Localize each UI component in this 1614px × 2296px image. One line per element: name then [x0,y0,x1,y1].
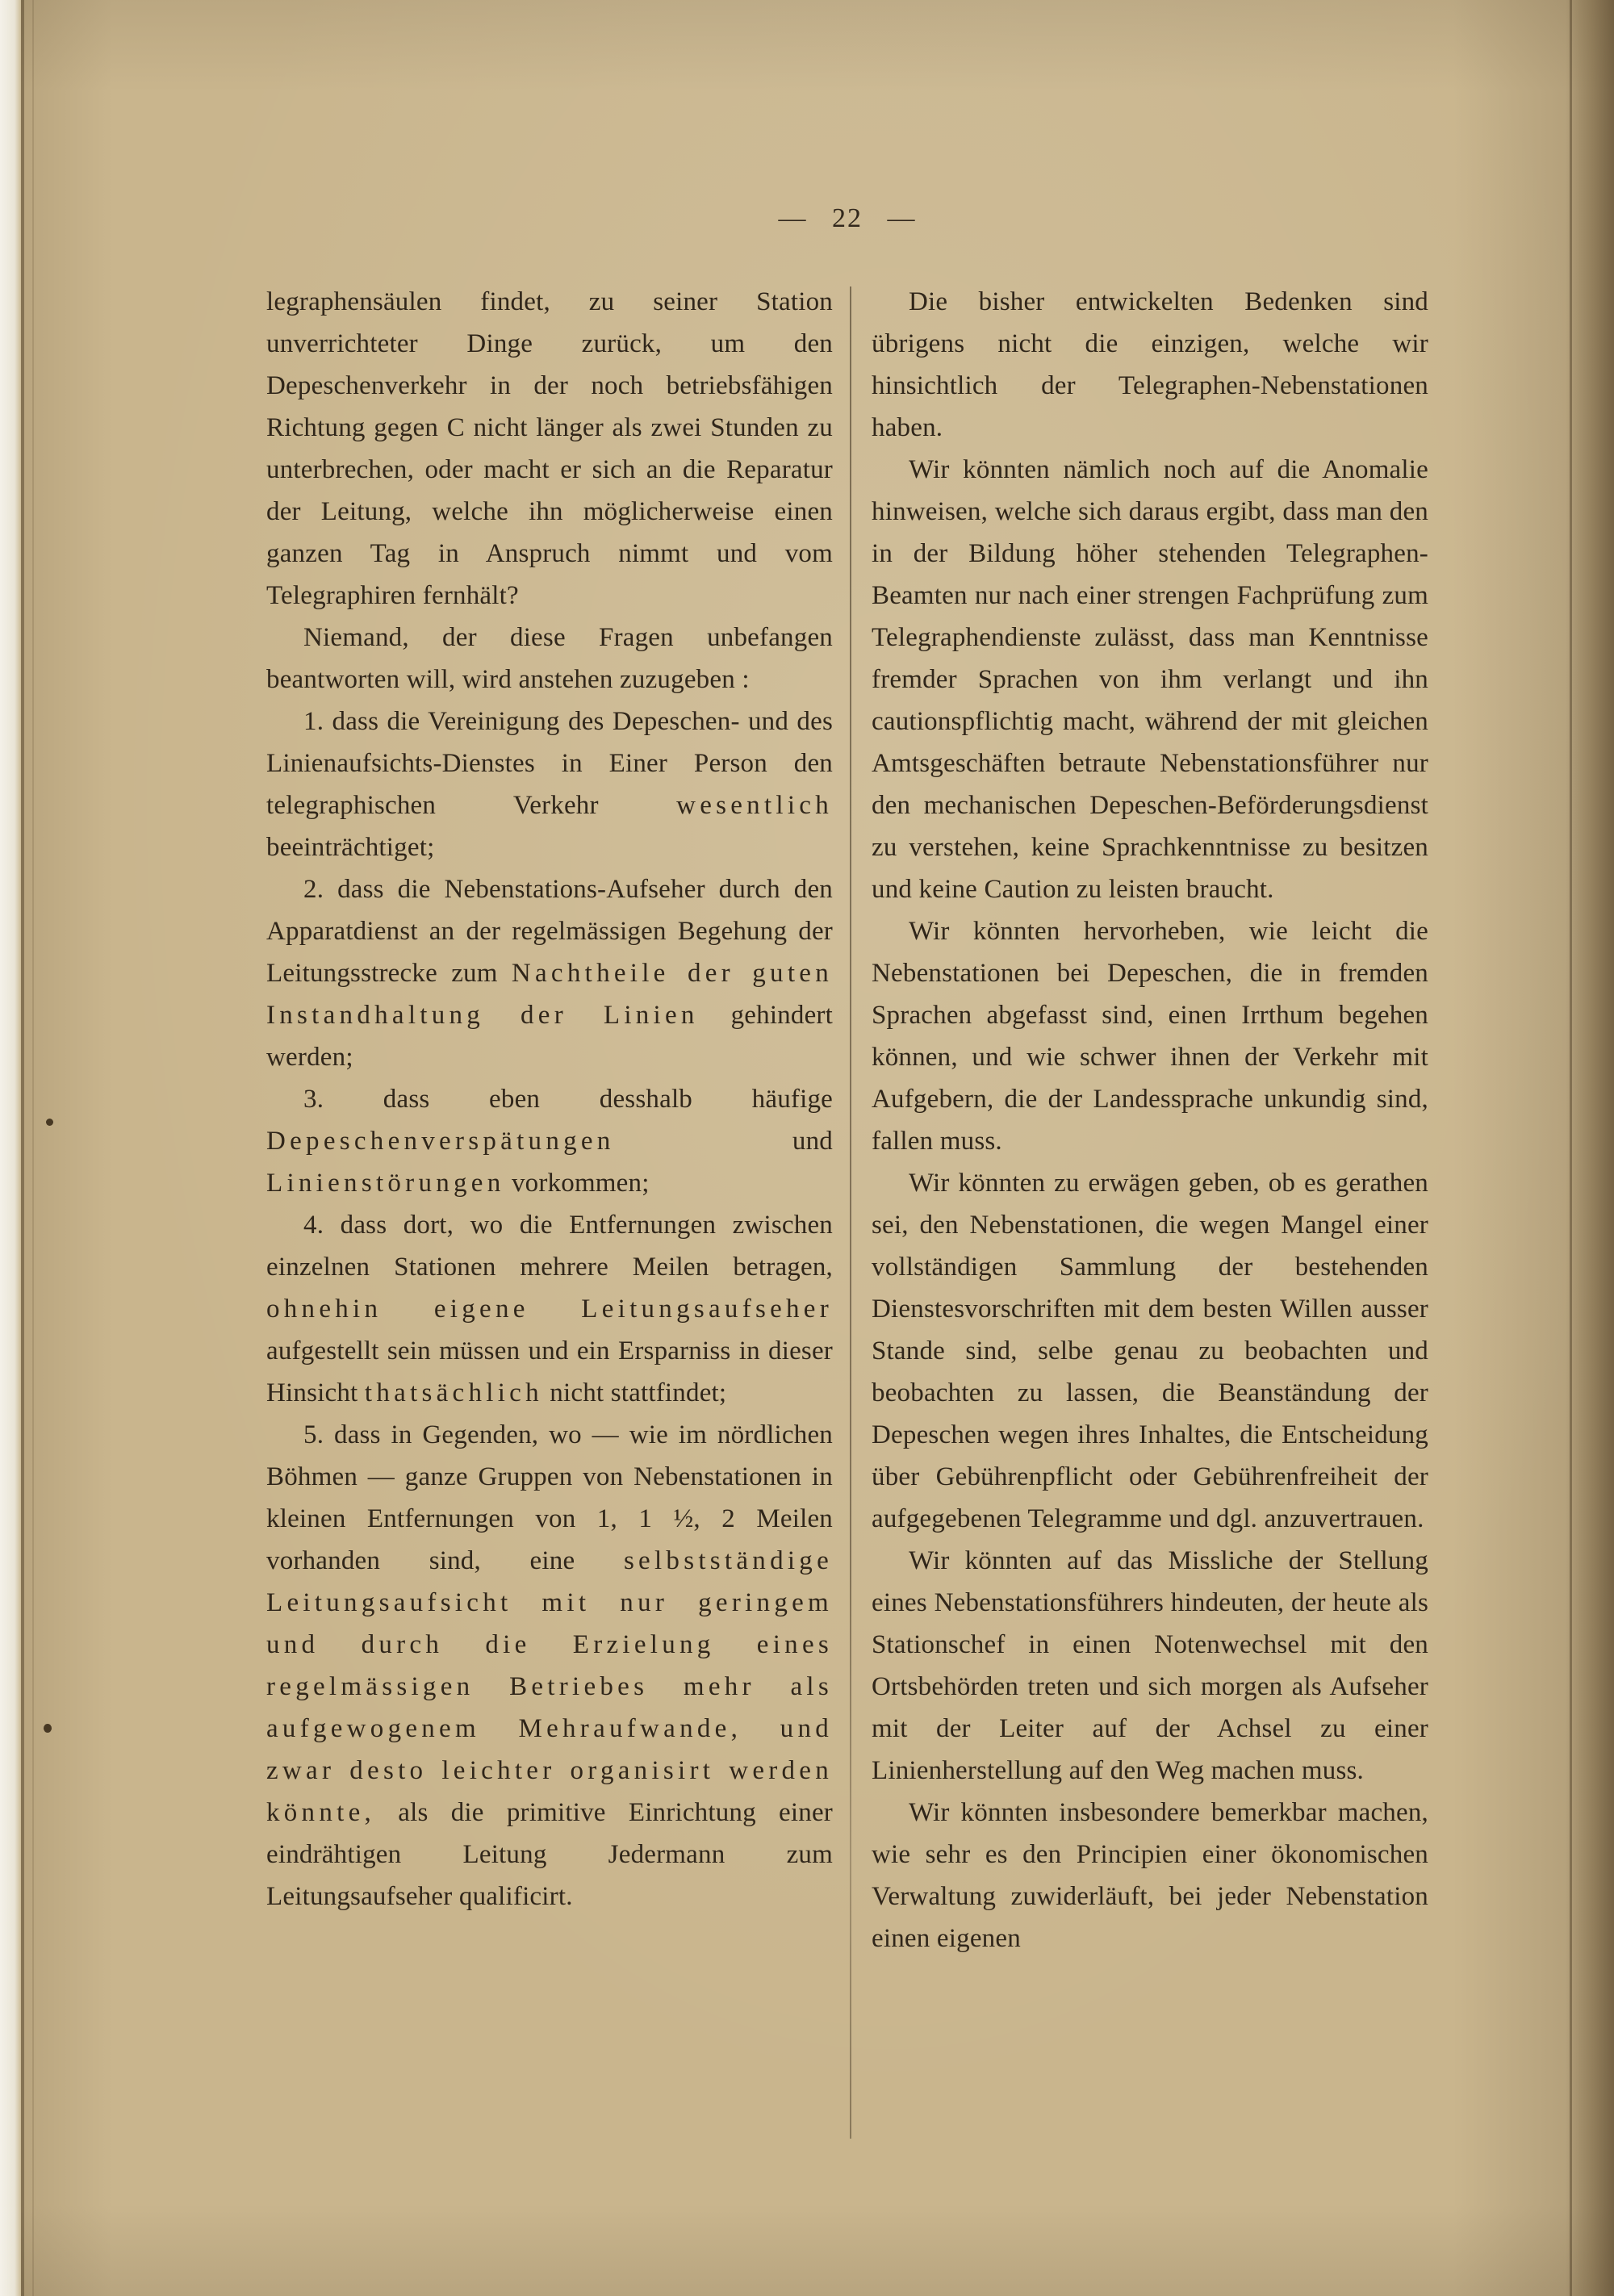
text-run: 1. dass die Vereinigung des Depeschen- und des Linienaufsichts-Dienstes in Einer Person den telegraphischen Verkehr [266,707,833,820]
paragraph [266,868,833,1078]
page-edge-line [21,0,24,2296]
page-edge-right [1566,0,1614,2296]
paragraph [872,449,1428,910]
text-run: 3. dass eben desshalb häufige [303,1085,833,1114]
paragraph [266,1414,833,1918]
emphasized-text-run: wesentlich [676,791,833,820]
page-edge-right-line [1570,0,1572,2296]
text-run: Niemand, der diese Fragen unbefangen beantworten will, wird anstehen zuzugeben : [266,623,833,694]
paragraph [872,281,1428,449]
paragraph [872,1792,1428,1959]
text-run: aufgestellt sein müssen und ein Ersparniss in dieser Hinsicht [266,1336,833,1407]
text-run: Wir könnten insbesondere bemerkbar machen, wie sehr es den Principien einer ökonomischen Verwaltung zuwiderläuft, bei jeder Nebenstation einen eigenen [872,1798,1428,1953]
text-run: beeinträchtiget; [266,833,435,862]
scan-edge-left [0,0,21,2296]
emphasized-text-run: Depeschenverspätungen [266,1127,615,1156]
emphasized-text-run: Linienstörungen [266,1169,505,1198]
paragraph [266,1078,833,1204]
ink-speck [46,1119,53,1126]
text-run: und [614,1127,833,1156]
text-run: nicht stattfindet; [542,1378,727,1407]
paragraph [872,1540,1428,1792]
text-run: Wir könnten zu erwägen geben, ob es gerathen sei, den Nebenstationen, die wegen Mangel einer vollständigen Sammlung der bestehenden Dienstesvorschriften mit dem besten Willen ausser Stande sind, selbe genau zu beobachten und beobachten zu lassen, die Beanständung der Depeschen wegen ihres Inhaltes, die Entscheidung über Gebührenpflicht oder Gebührenfreiheit der aufgegebenen Telegramme und dgl. anzuvertrauen. [872,1169,1428,1533]
column-divider-rule [850,286,851,2139]
text-run: vorkommen; [504,1169,650,1198]
emphasized-text-run: Nachtheile der guten Instandhaltung der Linien [266,959,833,1030]
text-run: Wir könnten auf das Missliche der Stellung eines Nebenstationsführers hindeuten, der heute als Stationschef in einen Notenwechsel mit den Ortsbehörden treten und sich morgen als Aufseher mit der Leiter auf der Achsel zu einer Linienherstellung auf den Weg machen muss. [872,1546,1428,1785]
text-run: legraphensäulen findet, zu seiner Station unverrichteter Dinge zurück, um den Depeschenverkehr in der noch betriebsfähigen Richtung gegen C nicht länger als zwei Stunden zu unterbrechen, oder macht er sich an die Reparatur der Leitung, welche ihn möglicherweise einen ganzen Tag in Anspruch nimmt und vom Telegraphiren fernhält? [266,287,833,610]
emphasized-text-run: ohnehin eigene Leitungsaufseher [266,1294,833,1324]
emphasized-text-run: selbstständige Leitungsaufsicht mit nur geringem und durch die Erzielung eines regelmässigen Betriebes mehr als aufgewogenem Mehraufwande, und zwar desto leichter organisirt werden könnte, [266,1546,833,1827]
text-run: als die primitive Einrichtung einer eindrähtigen Leitung Jedermann zum Leitungsaufseher qualificirt. [266,1798,833,1911]
paragraph [872,910,1428,1162]
text-run: 5. dass in Gegenden, wo — wie im nördlichen Böhmen — ganze Gruppen von Nebenstationen in kleinen Entfernungen von 1, 1 ½, 2 Meilen vorhanden sind, eine [266,1420,833,1575]
text-run: 2. dass die Nebenstations-Aufseher durch den Apparatdienst an der regelmässigen Begehung der Leitungsstrecke zum [266,875,833,988]
text-run: 4. dass dort, wo die Entfernungen zwischen einzelnen Stationen mehrere Meilen betragen, [266,1211,833,1282]
paragraph [872,1162,1428,1540]
text-run: Die bisher entwickelten Bedenken sind übrigens nicht die einzigen, welche wir hinsichtlich der Telegraphen-Nebenstationen haben. [872,287,1428,442]
page-edge-line-faint [32,0,34,2296]
text-column-left [266,281,833,1918]
page-number: — 22 — [778,203,917,233]
paragraph [266,701,833,868]
paragraph [266,281,833,617]
text-run: Wir könnten hervorheben, wie leicht die Nebenstationen bei Depeschen, die in fremden Sprachen abgefasst sind, einen Irrthum begehen können, und wie schwer ihnen der Verkehr mit Aufgebern, die der Landessprache unkundig sind, fallen muss. [872,917,1428,1156]
ink-speck [44,1724,52,1733]
paragraph [266,1204,833,1414]
text-run: gehindert werden; [266,1001,833,1072]
text-column-right [872,281,1428,1959]
text-run: Wir könnten nämlich noch auf die Anomalie hinweisen, welche sich daraus ergibt, dass man den in der Bildung höher stehenden Telegraphen-Beamten nur nach einer strengen Fachprüfung zum Telegraphendienste zulässt, dass man Kenntnisse fremder Sprachen von ihm verlangt und ihn cautionspflichtig macht, während der mit gleichen Amtsgeschäften betraute Nebenstationsführer nur den mechanischen Depeschen-Beförderungsdienst zu verstehen, keine Sprachkenntnisse zu besitzen und keine Caution zu leisten braucht. [872,455,1428,904]
paragraph [266,617,833,701]
emphasized-text-run: thatsächlich [364,1378,543,1407]
